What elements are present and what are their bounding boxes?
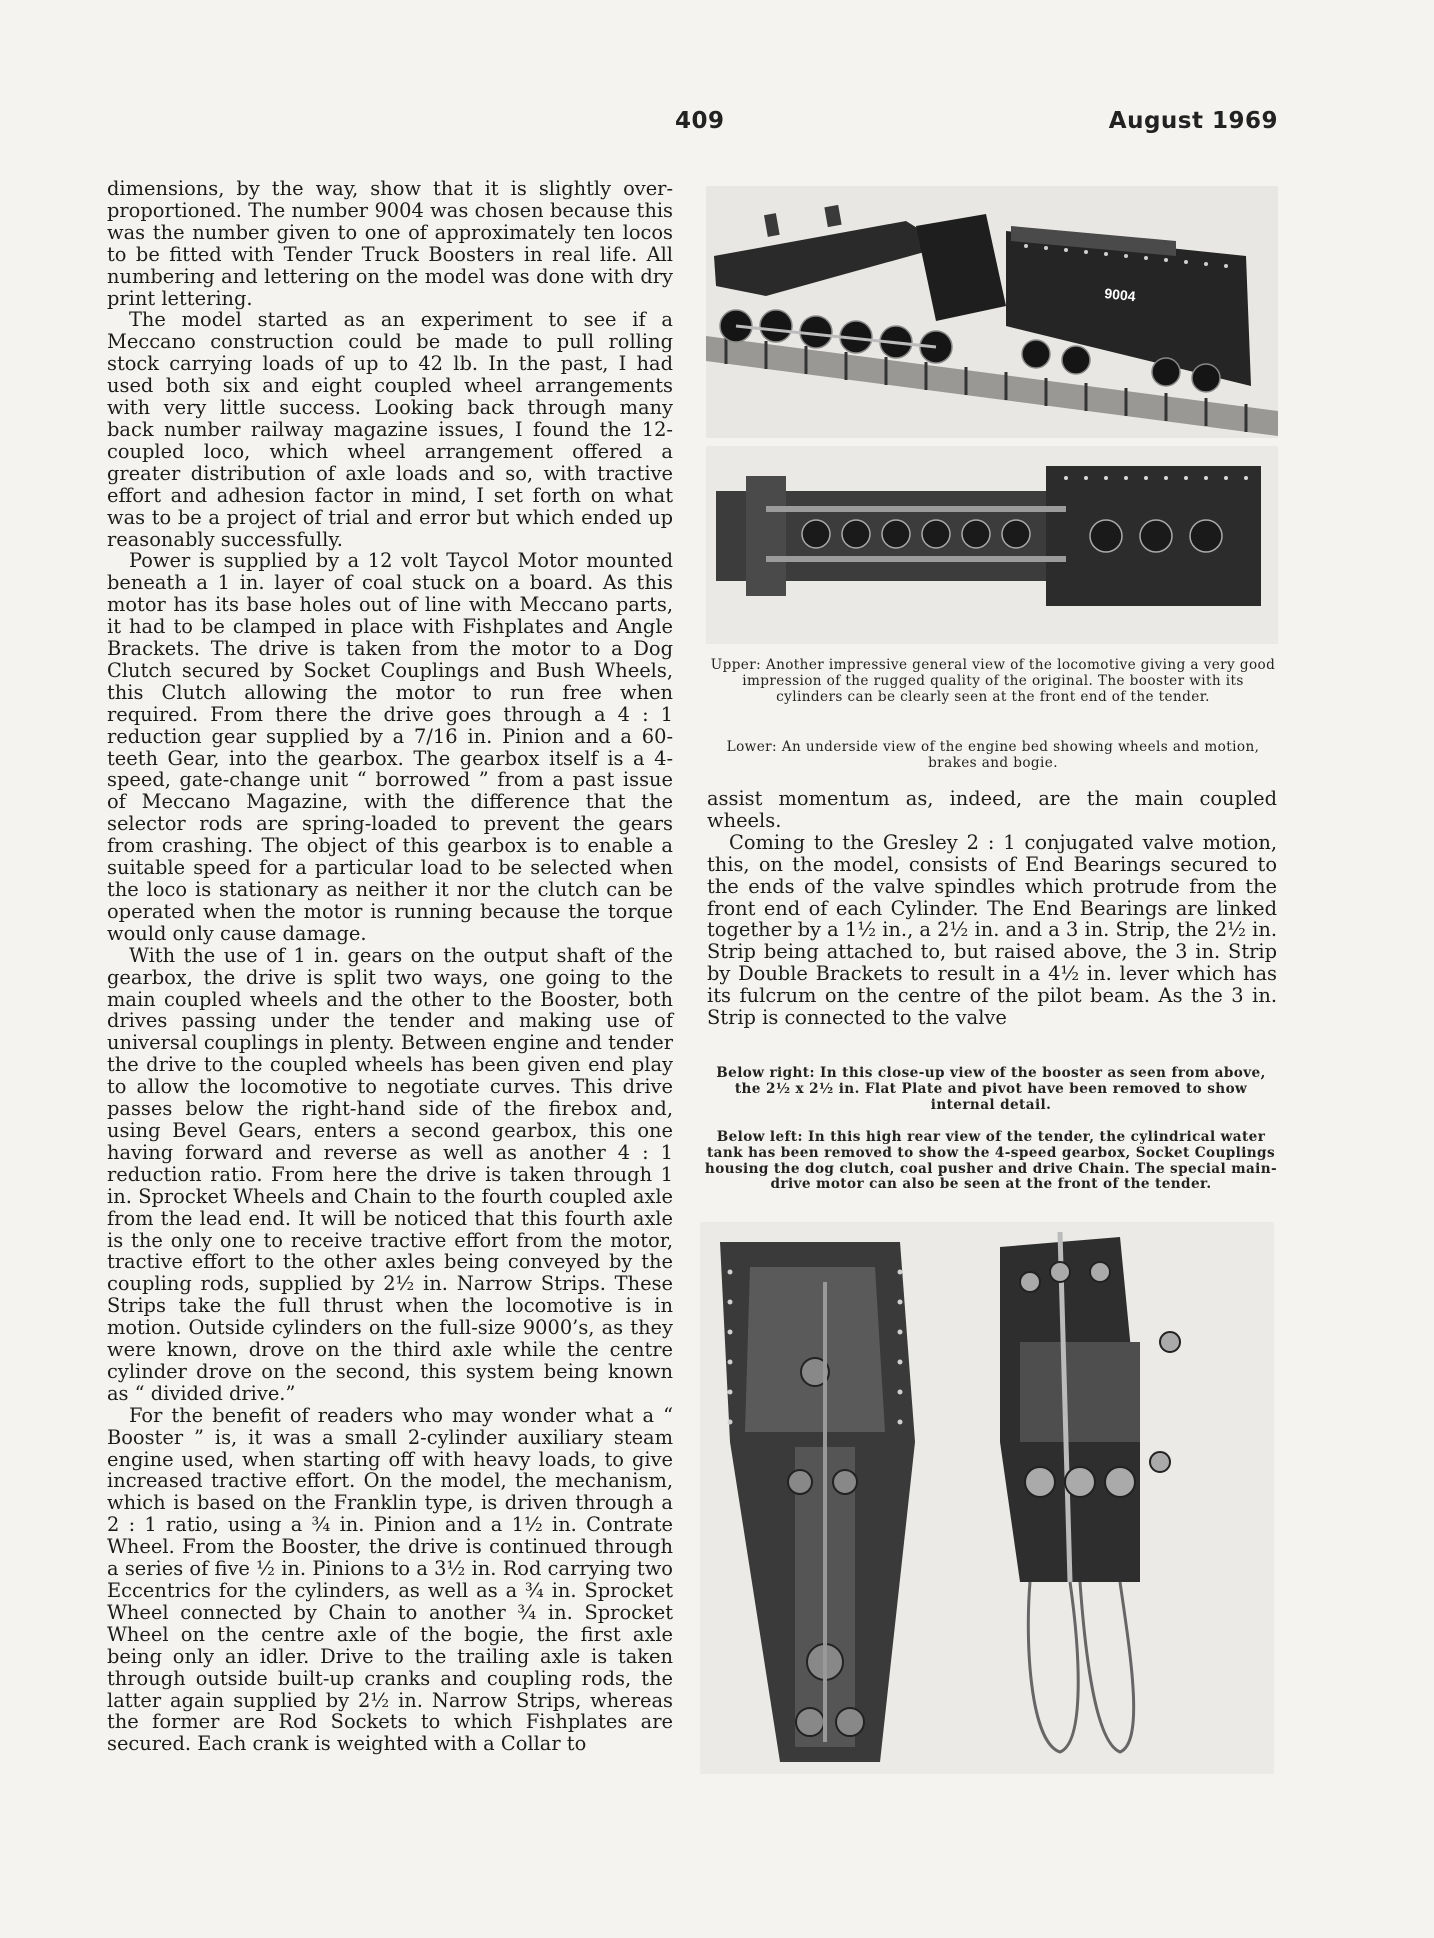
paragraph: Power is supplied by a 12 volt Taycol Motor mounted beneath a 1 in. layer of coal stuck on a board. As this motor has its base holes out of line with Meccano parts, it had to be clamped in place with Fishplates and Angle Brackets. The drive is taken from the motor to a Dog Clutch secured by Socket Couplings and Bush Wheels, this Clutch allowing the motor to run free when required. From there the drive goes through a 4 : 1 reduction gear supplied by a 7/16 in. Pinion and a 60-teeth Gear, into the gearbox. The gearbox itself is a 4-speed, gate-change unit “ borrowed ” from a past issue of Meccano Magazine, with the difference that the selector rods are spring-loaded to prevent the gears from crashing. The object of this gearbox is to enable a suitable speed for a particular load to be selected when the loco is stationary as neither it nor the clutch can be operated when the motor is running because the torque would only cause damage. <box>107 549 673 945</box>
lower-photo-caption: Lower: An underside view of the engine bed showing wheels and motion, brakes and bogie. <box>726 739 1260 771</box>
upper-photo-caption: Upper: Another impressive general view of the locomotive giving a very good impression of the rugged quality of the original. The booster with its cylinders can be clearly seen at the front end of the tender. <box>710 657 1276 705</box>
right-column-text <box>707 788 1277 1029</box>
locomotive-photo <box>706 186 1278 438</box>
underside-photo <box>706 446 1278 644</box>
page-number: 409 <box>675 108 725 134</box>
below-right-caption: Below right: In this close-up view of the booster as seen from above, the 2½ x 2½ in. Flat Plate and pivot have been removed to show internal detail. <box>716 1065 1266 1113</box>
left-column-text <box>107 178 673 1755</box>
paragraph: assist momentum as, indeed, are the main coupled wheels. <box>707 787 1277 832</box>
below-left-caption: Below left: In this high rear view of the tender, the cylindrical water tank has been removed to show the 4-speed gearbox, Socket Couplings housing the dog clutch, coal pusher and drive Chain. The special main-drive motor can also be seen at the front of the tender. <box>704 1129 1278 1193</box>
tender-and-booster-photos <box>700 1222 1274 1774</box>
paragraph: The model started as an experiment to see if a Meccano construction could be made to pull rolling stock carrying loads of up to 42 lb. In the past, I had used both six and eight coupled wheel arrangements with very little success. Looking back through many back number railway magazine issues, I found the 12-coupled loco, which wheel arrangement offered a greater distribution of axle loads and so, with tractive effort and adhesion factor in mind, I set forth on what was to be a project of trial and error but which ended up reasonably successfully. <box>107 308 673 551</box>
paragraph: For the benefit of readers who may wonder what a “ Booster ” is, it was a small 2-cylinder auxiliary steam engine used, when starting off with heavy loads, to give increased tractive effort. On the model, the mechanism, which is based on the Franklin type, is driven through a 2 : 1 ratio, using a ¾ in. Pinion and a 1½ in. Contrate Wheel. From the Booster, the drive is continued through a series of five ½ in. Pinions to a 3½ in. Rod carrying two Eccentrics for the cylinders, as well as a ¾ in. Sprocket Wheel connected by Chain to another ¾ in. Sprocket Wheel on the centre axle of the bogie, the first axle being only an idler. Drive to the trailing axle is taken through outside built-up cranks and coupling rods, the latter again supplied by 2½ in. Narrow Strips, whereas the former are Rod Sockets to which Fishplates are secured. Each crank is weighted with a Collar to <box>107 1403 673 1756</box>
paragraph: With the use of 1 in. gears on the output shaft of the gearbox, the drive is split two ways, one going to the main coupled wheels and the other to the Booster, both drives passing under the tender and making use of universal couplings in plenty. Between engine and tender the drive to the coupled wheels has been given end play to allow the locomotive to negotiate curves. This drive passes below the right-hand side of the firebox and, using Bevel Gears, enters a second gearbox, this one having forward and reverse as well as another 4 : 1 reduction ratio. From here the drive is taken through 1 in. Sprocket Wheels and Chain to the fourth coupled axle from the lead end. It will be noticed that this fourth axle is the only one to receive tractive effort from the motor, tractive effort to the other axles being conveyed by the coupling rods, supplied by 2½ in. Narrow Strips. These Strips take the full thrust when the locomotive is in motion. Outside cylinders on the full-size 9000’s, as they were known, drove on the third axle while the centre cylinder drove on the second, this system being known as “ divided drive.” <box>107 943 673 1405</box>
page-date: August 1969 <box>1108 108 1278 134</box>
locomotive-number: 9004 <box>1103 285 1137 305</box>
paragraph: Coming to the Gresley 2 : 1 conjugated valve motion, this, on the model, consists of End Bearings secured to the ends of the valve spindles which protrude from the front end of each Cylinder. The End Bearings are linked together by a 1½ in., a 2½ in. and a 3 in. Strip, the 2½ in. Strip being attached to, but raised above, the 3 in. Strip by Double Brackets to result in a 4½ in. lever which has its fulcrum on the centre of the pilot beam. As the 3 in. Strip is connected to the valve <box>707 830 1277 1030</box>
paragraph: dimensions, by the way, show that it is slightly over-proportioned. The number 9004 was chosen because this was the number given to one of approximately ten locos to be fitted with Tender Truck Boosters in real life. All numbering and lettering on the model was done with dry print lettering. <box>107 177 673 310</box>
